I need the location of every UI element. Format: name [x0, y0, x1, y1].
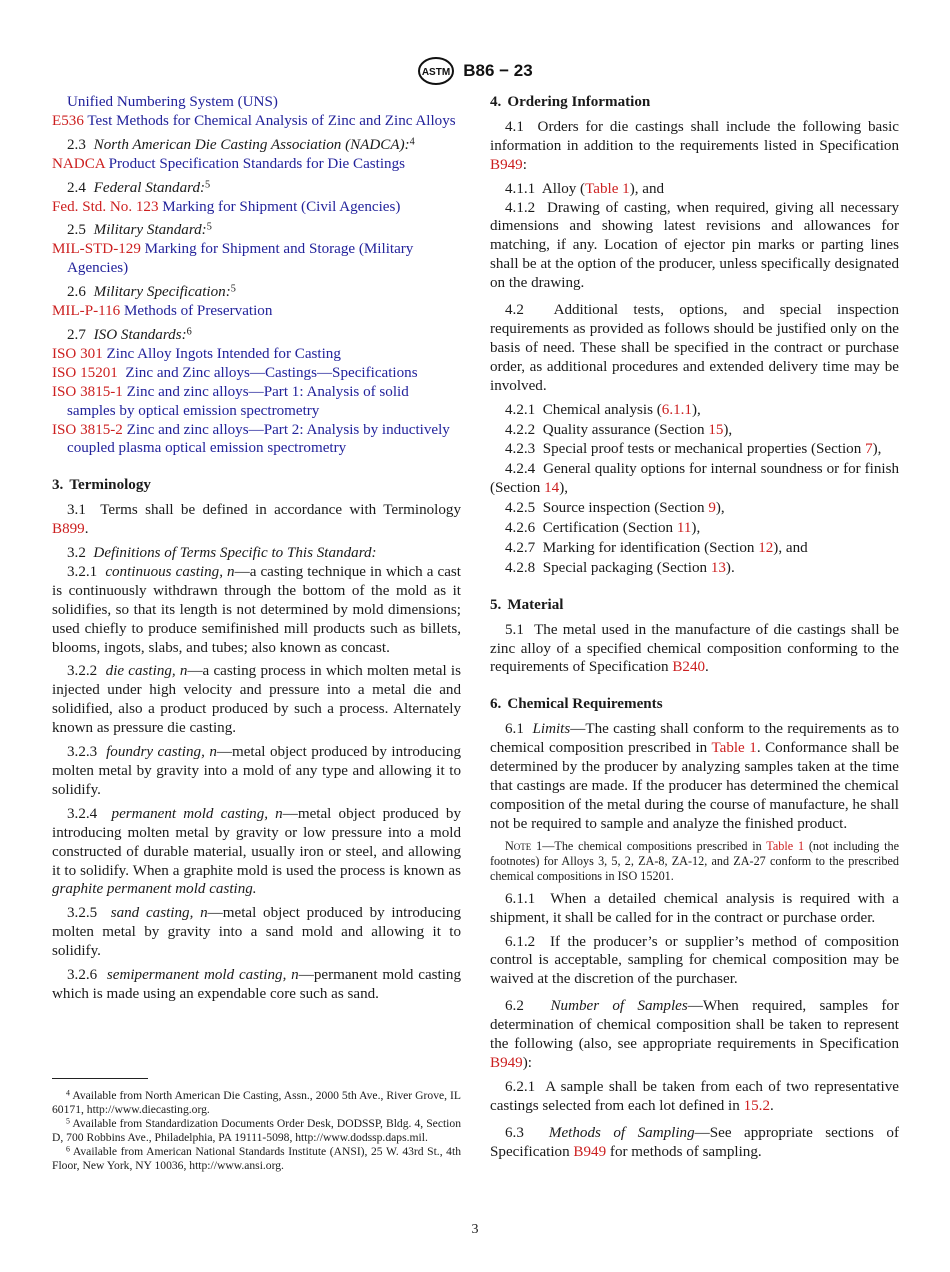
- paragraph-3-2-1: 3.2.1 continuous casting, n—a casting technique in which a cast is continuously withdrawn through the bottom of the mold as it solidifies, so that its length is not determined by mold dimensions; used chiefly to produce semifinished mill products such as billets, blooms, ingots, slabs, and tubes; also known as concast.: [52, 563, 461, 656]
- reference-title[interactable]: Test Methods for Chemical Analysis of Zinc and Zinc Alloys: [87, 112, 456, 129]
- list-item-4-2-4: 4.2.4 General quality options for internal soundness or for finish (Section 14),: [490, 461, 899, 497]
- paragraph-4-2: 4.2 Additional tests, options, and special inspection requirements as provided as follows should be justified only on the basis of need. These shall be specified in the contract or purchase order, as additional procedures and extended delivery time may be involved.: [490, 302, 899, 394]
- subsection-2-6: 2.6 Military Specification:$^5$: [67, 283, 236, 301]
- list-item-4-2-7: 4.2.7 Marking for identification (Section 12), and: [505, 539, 808, 556]
- document-id: B86 − 23: [463, 61, 533, 80]
- paragraph-6-2: 6.2 Number of Samples—When required, samples for determination of chemical composition shall be taken to represent the following (also, see appropriate requirements in Specification B949):: [490, 998, 899, 1071]
- paragraph-6-1: 6.1 Limits—The casting shall conform to the requirements as to chemical composition prescribed in Table 1. Conformance shall be determined by the producer by analyzing samples taken at the time that castings are made. If the producer has determined the chemical composition of the metal during the course of manufacture, he shall not be required to sample and analyze the finished product.: [490, 721, 899, 832]
- page-number: 3: [471, 1222, 479, 1237]
- list-item-4-2-3: 4.2.3 Special proof tests or mechanical properties (Section 7),: [505, 441, 882, 458]
- footnote-6: $^6$ Available from American National Standards Institute (ANSI), 25 W. 43rd St., 4th Floor, New York, NY 10036, http://www.ansi.org.: [52, 1144, 461, 1173]
- list-item-4-2-2: 4.2.2 Quality assurance (Section 15),: [505, 421, 733, 438]
- svg-text:ASTM: ASTM: [422, 67, 451, 78]
- list-item-4-2-1: 4.2.1 Chemical analysis (6.1.1),: [505, 401, 701, 418]
- subsection-2-4: 2.4 Federal Standard:$^5$: [67, 179, 211, 196]
- reference-code[interactable]: E536: [52, 112, 84, 129]
- link-b240[interactable]: B240: [672, 659, 706, 676]
- left-column: [52, 93, 461, 1009]
- paragraph-6-3: 6.3 Methods of Sampling—See appropriate sections of Specification B949 for methods of sampling.: [490, 1124, 899, 1160]
- link-b949[interactable]: B949: [490, 1054, 523, 1071]
- page-header: [0, 56, 950, 86]
- paragraph-3-2-2: 3.2.2 die casting, n—a casting process in which molten metal is injected under high velocity and pressure into a metal die and solidified, also a product produced by such a process. Alternately known as pressure die casting.: [52, 663, 461, 737]
- link-15-2[interactable]: 15.2: [743, 1097, 770, 1114]
- link-table-1[interactable]: Table 1: [711, 740, 757, 757]
- reference-e536: [52, 112, 461, 131]
- paragraph-3-2-5: 3.2.5 sand casting, n—metal object produced by introducing molten metal by gravity into a sand mold and allowing it to solidify.: [52, 905, 462, 960]
- link-table-1[interactable]: Table 1: [585, 180, 630, 197]
- list-item-4-2-5: 4.2.5 Source inspection (Section 9),: [505, 500, 725, 517]
- reference-iso-3815-1: ISO 3815-1 Zinc and zinc alloys—Part 1: Analysis of solid samples by optical emission spectrometry: [52, 383, 409, 419]
- list-item-4-2-8: 4.2.8 Special packaging (Section 13).: [505, 559, 735, 576]
- paragraph-6-1-1: 6.1.1 When a detailed chemical analysis is required with a shipment, it shall be called for in the contract or purchase order.: [490, 890, 899, 926]
- link-b899[interactable]: B899: [52, 521, 85, 538]
- reference-mil-p: MIL-P-116 Methods of Preservation: [52, 303, 273, 320]
- paragraph-3-2-3: 3.2.3 foundry casting, n—metal object produced by introducing molten metal by gravity into a mold of any type and allowing it to solidify.: [52, 744, 462, 798]
- paragraph-5-1: 5.1 The metal used in the manufacture of die castings shall be zinc alloy of a specified chemical composition conforming to the requirements of Specification B240.: [490, 621, 899, 676]
- paragraph-3-2: 3.2 Definitions of Terms Specific to This Standard:: [67, 545, 377, 562]
- section-heading-6: 6. Chemical Requirements: [490, 696, 663, 713]
- astm-logo-icon: [417, 56, 455, 86]
- paragraph-6-1-2: 6.1.2 If the producer’s or supplier’s method of composition control is acceptable, sampling for chemical composition may be waived at the discretion of the purchaser.: [490, 933, 900, 988]
- section-heading-4: 4. Ordering Information: [490, 94, 651, 110]
- reference-iso-3815-2: ISO 3815-2 Zinc and zinc alloys—Part 2: Analysis by inductively coupled plasma optical emission spectrometry: [52, 421, 450, 457]
- right-column: [490, 93, 899, 1167]
- reference-mil-std: MIL-STD-129 Marking for Shipment and Storage (Military Agencies): [52, 241, 414, 277]
- list-item-4-2-6: 4.2.6 Certification (Section 11),: [505, 520, 701, 537]
- footnotes: [52, 1089, 461, 1174]
- link-b949[interactable]: B949: [573, 1143, 607, 1160]
- section-heading-5: 5. Material: [490, 596, 564, 613]
- subsection-2-5: 2.5 Military Standard:$^5$: [67, 221, 212, 239]
- footnote-divider: [52, 1078, 148, 1079]
- paragraph-4-1-2: 4.1.2 Drawing of casting, when required, giving all necessary dimensions and showing latest revisions and allowances for matching, if any. Location of ejector pin marks or parting lines shall be at the option of the producer, unless specifically designated on the drawing.: [490, 199, 900, 292]
- reference-nadca: NADCA Product Specification Standards for Die Castings: [52, 155, 405, 172]
- reference-uns: [52, 93, 461, 112]
- section-heading-3: 3. Terminology: [52, 477, 151, 494]
- reference-title[interactable]: Unified Numbering System (UNS): [67, 94, 278, 110]
- reference-fed-std: Fed. Std. No. 123 Marking for Shipment (Civil Agencies): [52, 198, 401, 215]
- link-table-1[interactable]: Table 1: [766, 838, 805, 853]
- paragraph-3-1: 3.1 Terms shall be defined in accordance with Terminology B899.: [52, 502, 461, 538]
- note-1: Note 1—The chemical compositions prescribed in Table 1 (not including the footnotes) for Alloys 3, 5, 2, ZA-8, ZA-12, and ZA-27 conform to the prescribed chemical compositions in ISO 15201.: [490, 838, 900, 883]
- paragraph-3-2-4: 3.2.4 permanent mold casting, n—metal object produced by introducing molten metal by gravity or low pressure into a mold constructed of durable material, usually iron or steel, and allowing it to solidify. When a graphite mold is used the process is known as graphite permanent mold casting.: [52, 805, 462, 898]
- reference-iso-301: ISO 301 Zinc Alloy Ingots Intended for Casting: [52, 345, 341, 362]
- paragraph-6-2-1: 6.2.1 A sample shall be taken from each of two representative castings selected from each lot defined in 15.2.: [490, 1078, 899, 1114]
- link-b949[interactable]: B949: [490, 156, 523, 173]
- footnote-4: $^4$ Available from North American Die Casting, Assn., 2000 5th Ave., River Grove, IL 60171, http://www.diecasting.org.: [52, 1088, 461, 1117]
- subsection-2-3: 2.3 North American Die Casting Association (NADCA):$^4$: [67, 136, 415, 153]
- footnote-5: $^5$ Available from Standardization Documents Order Desk, DODSSP, Bldg. 4, Section D, 700 Robbins Ave., Philadelphia, PA 19111-5098, http://www.dodssp.daps.mil.: [52, 1116, 462, 1145]
- paragraph-4-1-1: 4.1.1 Alloy (Table 1), and: [505, 180, 665, 197]
- reference-iso-15201: ISO 15201 Zinc and Zinc alloys—Castings—Specifications: [52, 364, 418, 381]
- subsection-2-7: 2.7 ISO Standards:$^6$: [67, 326, 192, 343]
- paragraph-4-1: 4.1 Orders for die castings shall include the following basic information in addition to the requirements listed in Specification B949:: [490, 118, 900, 173]
- paragraph-3-2-6: 3.2.6 semipermanent mold casting, n—permanent mold casting which is made using an expendable core such as sand.: [52, 967, 461, 1002]
